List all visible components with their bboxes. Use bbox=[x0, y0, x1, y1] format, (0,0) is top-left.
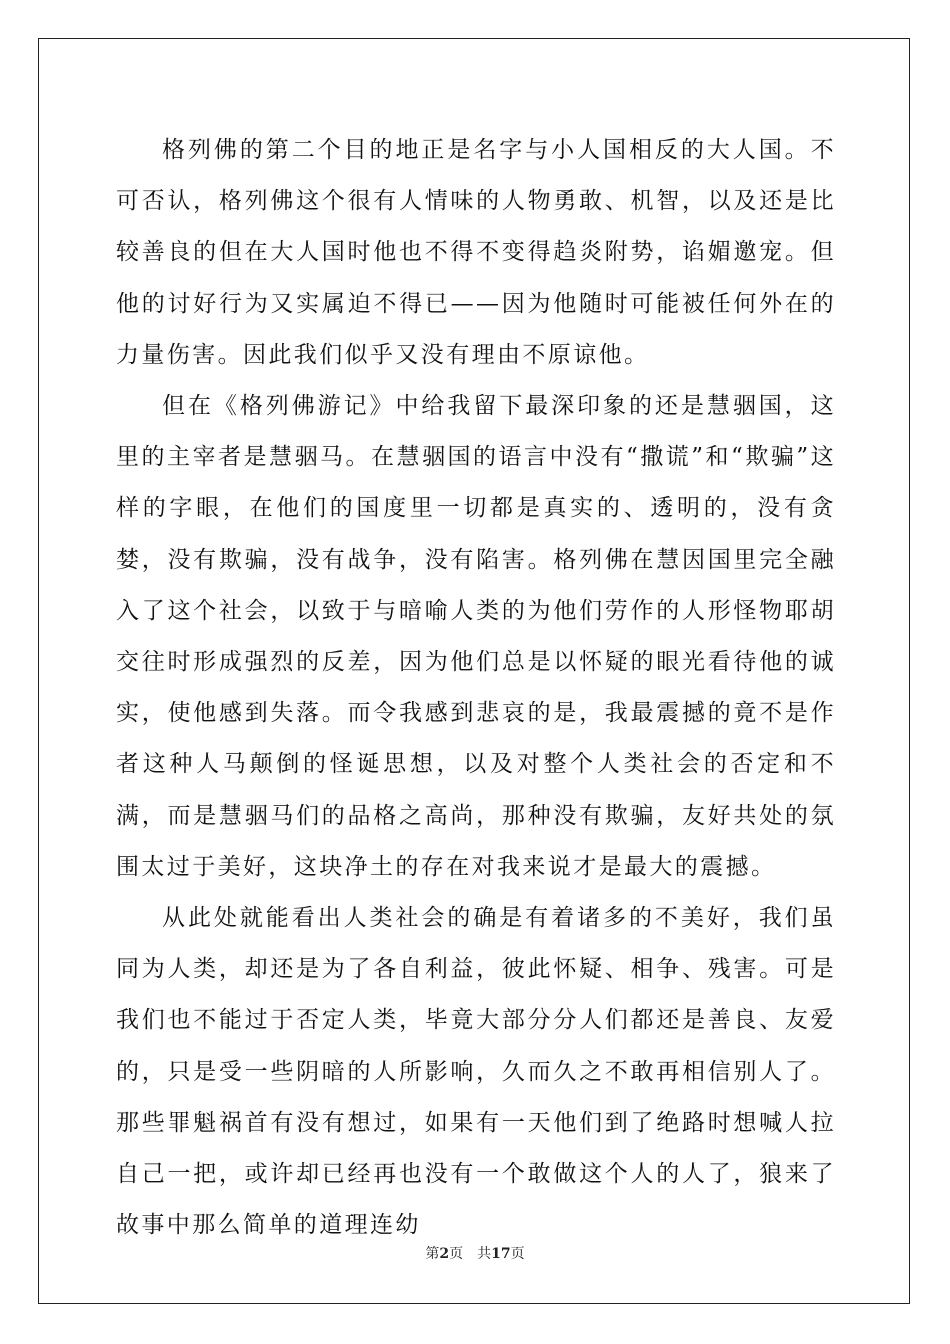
page-suffix: 页 bbox=[449, 1246, 464, 1262]
total-suffix: 页 bbox=[510, 1246, 525, 1262]
total-pages: 17 bbox=[491, 1246, 511, 1262]
paragraph-3: 从此处就能看出人类社会的确是有着诸多的不美好，我们虽同为人类，却还是为了各自利益，彼此怀疑、相争、残害。可是我们也不能过于否定人类，毕竟大部分分人们都还是善良、友爱的，只是受一些阴暗的人所影响，久而久之不敢再相信别人了。那些罪魁祸首有没有想过，如果有一天他们到了绝路时想喊人拉自己一把，或许却已经再也没有一个敢做这个人的人了，狼来了故事中那么简单的道理连幼 bbox=[116, 905, 836, 1239]
page-number: 2 bbox=[439, 1246, 450, 1262]
page-prefix: 第 bbox=[425, 1246, 440, 1262]
page-footer bbox=[0, 1243, 950, 1263]
paragraph-2: 但在《格列佛游记》中给我留下最深印象的还是慧骃国，这里的主宰者是慧骃马。在慧骃国的语言中没有“撒谎”和“欺骗”这样的字眼，在他们的国度里一切都是真实的、透明的，没有贪婪，没有欺骗，没有战争，没有陷害。格列佛在慧因国里完全融入了这个社会，以致于与暗喻人类的为他们劳作的人形怪物耶胡交往时形成强烈的反差，因为他们总是以怀疑的眼光看待他的诚实，使他感到失落。而令我感到悲哀的是，我最震撼的竟不是作者这种人马颠倒的怪诞思想，以及对整个人类社会的否定和不满，而是慧骃马们的品格之高尚，那种没有欺骗，友好共处的氛围太过于美好，这块净土的存在对我来说才是最大的震撼。 bbox=[116, 393, 836, 880]
total-prefix: 共 bbox=[477, 1246, 492, 1262]
paragraph-1: 格列佛的第二个目的地正是名字与小人国相反的大人国。不可否认，格列佛这个很有人情味的人物勇敢、机智，以及还是比较善良的但在大人国时他也不得不变得趋炎附势，谄媚邀宠。但他的讨好行为又实属迫不得已——因为他随时可能被任何外在的力量伤害。因此我们似乎又没有理由不原谅他。 bbox=[116, 137, 836, 368]
document-body bbox=[116, 125, 836, 1251]
